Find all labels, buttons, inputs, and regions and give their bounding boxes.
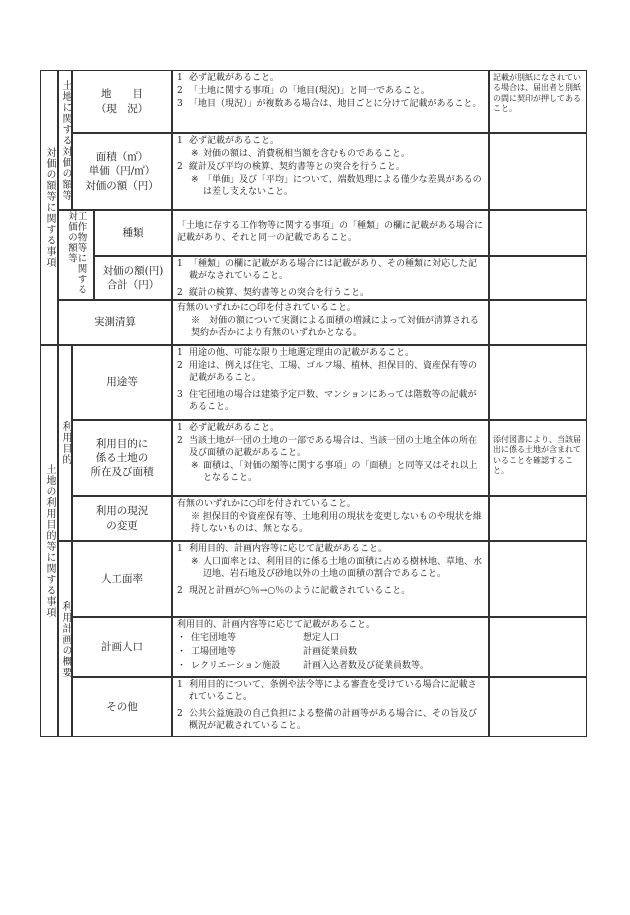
header-taika-line2: 合計（円） <box>106 279 160 291</box>
keikaku-intro: 利用目的、計画内容等に応じて記載があること。 <box>177 620 376 630</box>
desc-menseki <box>172 133 489 210</box>
header-shozai-line1: 利用目的に <box>95 437 149 450</box>
header-shozai-line3: 所在及び面積 <box>90 466 154 479</box>
note-genkyo <box>489 496 587 541</box>
note-chimoku: 記載が別紙になされている場合は、届出者と別紙の間に契印が押してあること。 <box>489 70 587 133</box>
yoto-line-2: 2 用途は、例えば住宅、工場、ゴルフ場、植林、担保目的、資産保有等の記載があること。 <box>177 360 478 383</box>
chimoku-line-2: 2 「土地に関する事項」の「地目(現況)」と同一であること。 <box>177 85 431 96</box>
jinko-note: ※ 人口面率とは、利用目的に係る土地の面積に占める樹林地、草地、水辺地、岩石地及び砂地以外の土地の面積の割合であること。 <box>191 556 483 579</box>
jissoku-text-2: ※ 対価の額について実測による面積の増減によって対価が清算される契約か否かにより有無のいずれかとなる。 <box>191 315 479 338</box>
shurui-text: 「土地に存する工作物等に関する事項」の「種類」の欄に記載がある場合に記載があり、それと同一の記載であること。 <box>177 221 484 243</box>
header-taika-line1: 対価の額(円) <box>102 264 164 277</box>
header-sonota: その他 <box>72 677 172 737</box>
note-shurui <box>489 210 587 256</box>
desc-shurui <box>172 210 489 256</box>
header-menseki <box>72 133 172 210</box>
chimoku-line-1: 1 必ず記載があること。 <box>177 73 280 83</box>
sec1-outer-label: 対価の額等に関する事項 <box>40 70 58 345</box>
header-keikaku: 計画人口 <box>72 617 172 677</box>
header-genkyo <box>72 496 172 541</box>
taika-line-2: 2 縦計の検算、契約書等との突合を行うこと。 <box>177 287 370 298</box>
menseki-line-1: 1 必ず記載があること。 <box>177 136 280 146</box>
note-sonota <box>489 677 587 737</box>
chimoku-line-3: 3 「地目（現況）」が複数ある場合は、地目ごとに分けて記載があること。 <box>177 98 482 109</box>
genkyo-text-1: 有無のいずれかに○印を付されていること。 <box>177 499 356 509</box>
header-genkyo-line1: 利用の現況 <box>95 505 149 518</box>
header-menseki-line1: 面積（㎡） <box>95 151 149 164</box>
header-taika <box>94 256 172 300</box>
keikaku-item-3: ・ レクリエーション施設 計画入込者数及び従業員数等。 <box>177 660 430 671</box>
sec2-outer-label: 土地の利用目的等に関する事項 <box>40 345 58 737</box>
menseki-note-2: ※ 「単価」及び「平均」について、端数処理による僅少な差異があるのは差し支えないこと。 <box>191 174 482 197</box>
header-shozai-line2: 係る土地の <box>95 451 149 464</box>
jinko-line-2: 2 現況と計画が○％→○％のように記載されていること。 <box>177 585 411 596</box>
sec2-purpose-label: 利用目的 <box>58 345 72 541</box>
jissoku-text-1: 有無のいずれかに○印を付されていること。 <box>177 303 356 313</box>
note-yoto <box>489 345 587 420</box>
jinko-line-1: 1 利用目的、計画内容等に応じて記載があること。 <box>177 544 388 554</box>
header-chimoku-line2: （現 況） <box>95 102 149 115</box>
desc-sonota <box>172 677 489 737</box>
desc-taika <box>172 256 489 300</box>
keikaku-item-2: ・ 工場団地等 計画従業員数 <box>177 646 358 657</box>
sonota-line-2: 2 公共公益施設の自己負担による整備の計画等がある場合に、その旨及び概況が記載されていること。 <box>177 708 478 731</box>
desc-shozai <box>172 420 489 496</box>
desc-genkyo <box>172 496 489 541</box>
note-jissoku <box>489 300 587 345</box>
header-menseki-line2: 単価（円/㎡） <box>88 165 156 178</box>
note-taika <box>489 256 587 300</box>
header-menseki-line3: 対価の額（円） <box>85 179 159 192</box>
header-shurui: 種類 <box>94 210 172 256</box>
yoto-line-3: 3 住宅団地の場合は建築予定戸数、マンションにあっては階数等の記載があること。 <box>177 389 477 412</box>
header-shozai <box>72 420 172 496</box>
sec1-structure-label: 工作物等に関する対価の額等 <box>58 210 94 300</box>
header-genkyo-line2: の変更 <box>106 519 138 532</box>
menseki-note-1: ※ 対価の額は、消費税相当額を含むものであること。 <box>191 148 411 159</box>
header-yoto: 用途等 <box>72 345 172 420</box>
shozai-note: ※ 面積は、「対価の額等に関する事項」の「面積」と同等又はそれ以上となること。 <box>191 460 478 483</box>
sec1-land-label: 土地に関する対価の額等 <box>58 70 72 210</box>
note-shozai: 添付図書により、当該届出に係る土地が含まれていることを確認すること。 <box>489 420 587 496</box>
note-keikaku <box>489 617 587 677</box>
desc-jissoku <box>172 300 489 345</box>
shozai-line-1: 1 必ず記載があること。 <box>177 423 280 433</box>
desc-chimoku <box>172 70 489 133</box>
desc-keikaku <box>172 617 489 677</box>
genkyo-text-2: ※ 担保目的や資産保有等、土地利用の現状を変更しないものや現状を維持しないものは、無となる。 <box>191 511 482 534</box>
header-chimoku <box>72 70 172 133</box>
desc-yoto <box>172 345 489 420</box>
desc-jinko <box>172 541 489 617</box>
note-jinko <box>489 541 587 617</box>
header-jissoku: 実測清算 <box>58 300 172 345</box>
taika-line-1: 1 「種類」の欄に記載がある場合には記載があり、その種類に対応した記載がなされていること。 <box>177 259 478 281</box>
keikaku-item-1: ・ 住宅団地等 想定人口 <box>177 632 340 643</box>
shozai-line-2: 2 当該土地が一団の土地の一部である場合は、当該一団の土地全体の所在及び面積の記載があること。 <box>177 435 478 458</box>
note-menseki <box>489 133 587 210</box>
yoto-line-1: 1 用途の他、可能な限り土地選定理由の記載があること。 <box>177 348 415 358</box>
menseki-line-2: 2 縦計及び平均の検算、契約書等との突合を行うこと。 <box>177 161 406 172</box>
sec2-plan-label: 利用計画の概要 <box>58 541 72 737</box>
sonota-line-1: 1 利用目的について、条例や法令等による審査を受けている場合に記載されていること。 <box>177 680 477 702</box>
header-jinko: 人工面率 <box>72 541 172 617</box>
header-chimoku-line1: 地 目 <box>101 88 143 101</box>
